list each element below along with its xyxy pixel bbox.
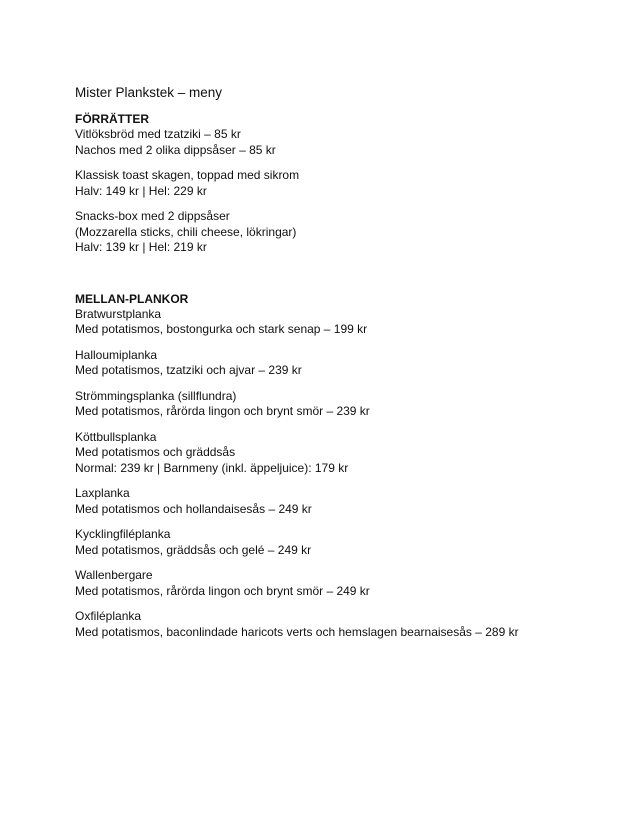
menu-title: Mister Plankstek – meny [75, 85, 223, 100]
menu-item [75, 348, 615, 379]
menu-item-detail: Med potatismos, rårörda lingon och brynt smör – 249 kr [75, 583, 370, 598]
menu-item-name: Bratwurstplanka [75, 306, 162, 321]
menu-item-detail: (Mozzarella sticks, chili cheese, lökringar) [75, 224, 297, 239]
menu-item-detail: Halv: 149 kr | Hel: 229 kr [75, 183, 207, 198]
menu-item-detail: Med potatismos, baconlindade haricots verts och hemslagen bearnaisesås – 289 kr [75, 624, 519, 639]
menu-item [75, 127, 615, 158]
section-heading: FÖRRÄTTER [75, 112, 149, 126]
menu-item-detail: Med potatismos och gräddsås [75, 445, 236, 459]
menu-item-detail: Med potatismos, gräddsås och gelé – 249 kr [75, 542, 312, 557]
menu-item [75, 430, 615, 477]
menu-section [75, 112, 615, 256]
menu-item [75, 527, 615, 558]
menu-item-name: Klassisk toast skagen, toppad med sikrom [75, 168, 300, 182]
menu-sections [75, 112, 615, 640]
menu-item-detail: Med potatismos, rårörda lingon och brynt smör – 239 kr [75, 404, 370, 418]
menu-item-name: Snacks-box med 2 dippsåser [75, 209, 230, 223]
menu-item-name: Laxplanka [75, 486, 130, 500]
menu-item [75, 389, 615, 420]
menu-item [75, 209, 615, 256]
menu-item [75, 568, 615, 599]
menu-item [75, 168, 615, 199]
menu-item-detail: Normal: 239 kr | Barnmeny (inkl. äppeljuice): 179 kr [75, 460, 349, 475]
menu-item-name: Strömmingsplanka (sillflundra) [75, 388, 237, 403]
menu-section [75, 292, 615, 641]
menu-item-name: Köttbullsplanka [75, 429, 157, 444]
menu-item-name: Oxfiléplanka [75, 609, 142, 623]
menu-document [75, 84, 615, 650]
menu-item [75, 486, 615, 517]
menu-item-detail: Med potatismos, bostongurka och stark senap – 199 kr [75, 322, 368, 336]
section-heading: MELLAN-PLANKOR [75, 291, 189, 306]
menu-item-detail: Med potatismos, tzatziki och ajvar – 239 kr [75, 363, 302, 377]
menu-item [75, 307, 615, 338]
menu-item-detail: Med potatismos och hollandaisesås – 249 kr [75, 501, 312, 516]
menu-item-detail: Nachos med 2 olika dippsåser – 85 kr [75, 142, 276, 157]
section-spacer [75, 266, 615, 292]
menu-item [75, 609, 615, 640]
menu-item-name: Kycklingfiléplanka [75, 527, 171, 541]
menu-item-name: Wallenbergare [75, 568, 153, 582]
menu-item-name: Vitlöksbröd med tzatziki – 85 kr [75, 127, 241, 141]
menu-item-name: Halloumiplanka [75, 347, 158, 362]
menu-item-detail: Halv: 139 kr | Hel: 219 kr [75, 240, 207, 254]
